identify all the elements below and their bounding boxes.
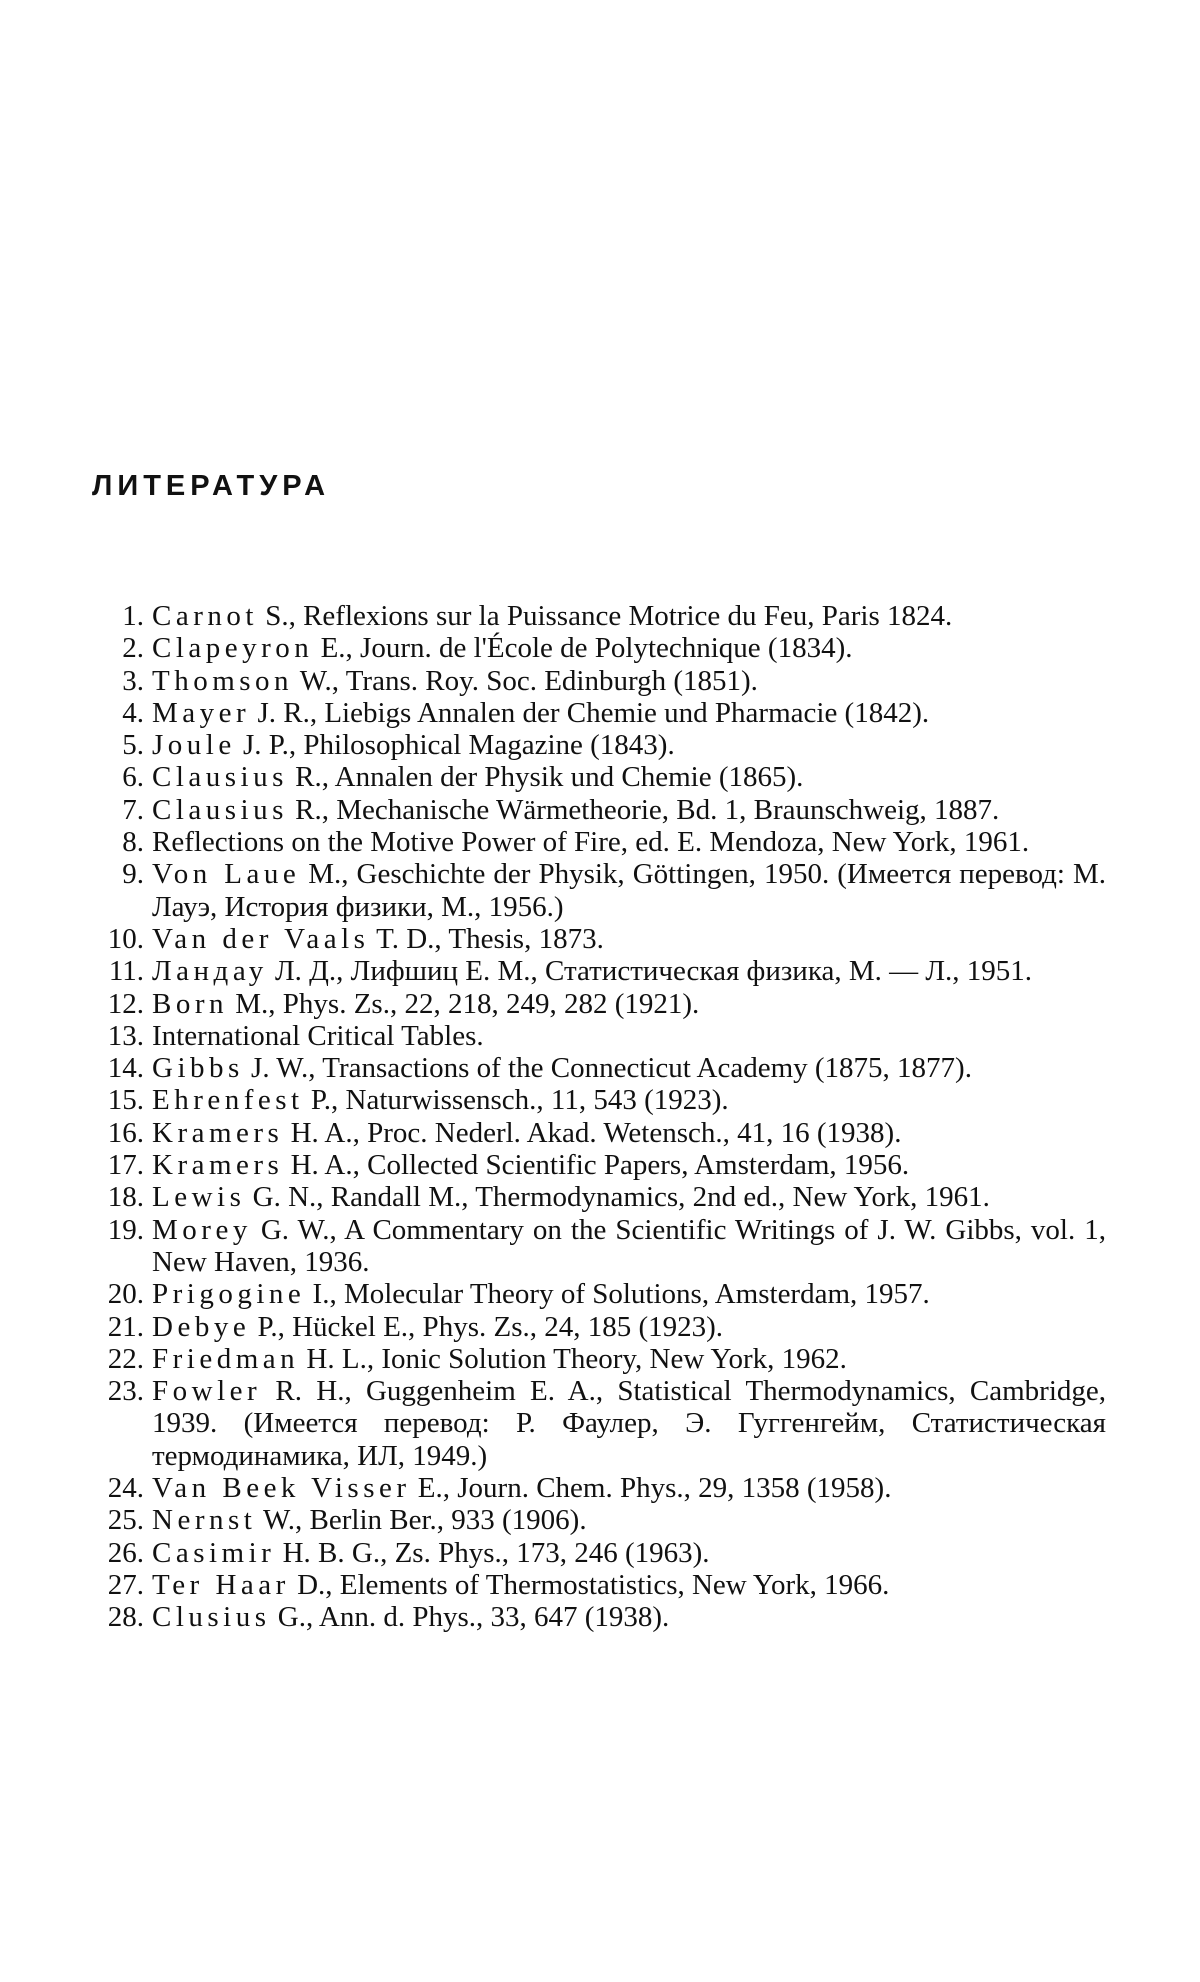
reference-number: 26. xyxy=(107,1536,144,1569)
reference-citation: H. L., Ionic Solution Theory, New York, 1962. xyxy=(299,1342,847,1375)
reference-text xyxy=(152,794,1106,826)
reference-text xyxy=(152,826,1106,858)
reference-author: Clusius xyxy=(152,1601,271,1634)
reference-text xyxy=(152,1214,1106,1279)
reference-list xyxy=(96,600,1106,1634)
reference-number: 18. xyxy=(107,1181,144,1214)
reference-citation: G. W., A Commentary on the Scientific Writings of J. W. Gibbs, vol. 1, New Haven, 1936. xyxy=(152,1213,1106,1278)
reference-text xyxy=(152,1311,1106,1343)
reference-item xyxy=(96,988,1106,1020)
reference-text xyxy=(152,1181,1106,1213)
reference-citation: International Critical Tables. xyxy=(152,1019,484,1052)
reference-number: 8. xyxy=(122,826,144,859)
reference-text xyxy=(152,1052,1106,1084)
reference-number: 15. xyxy=(107,1084,144,1117)
reference-number: 11. xyxy=(108,955,144,988)
reference-author: Morey xyxy=(152,1213,252,1246)
reference-citation: E., Journ. de l'École de Polytechnique (1834). xyxy=(313,632,853,665)
reference-author: Prigogine xyxy=(152,1278,306,1311)
reference-author: Casimir xyxy=(152,1536,276,1569)
reference-author: Fowler xyxy=(152,1375,262,1408)
reference-number: 20. xyxy=(107,1278,144,1311)
reference-citation: Reflections on the Motive Power of Fire, ed. E. Mendoza, New York, 1961. xyxy=(152,826,1030,859)
reference-author: Nernst xyxy=(152,1504,257,1537)
reference-number: 28. xyxy=(107,1601,144,1634)
reference-item xyxy=(96,1343,1106,1375)
reference-item xyxy=(96,665,1106,697)
reference-citation: R., Annalen der Physik und Chemie (1865). xyxy=(287,761,804,794)
reference-number: 3. xyxy=(122,664,144,697)
reference-citation: M., Geschichte der Physik, Göttingen, 1950. (Имеется перевод: М. Лауэ, История физики, М., 1956.) xyxy=(152,858,1106,923)
reference-number: 16. xyxy=(107,1116,144,1149)
reference-number: 12. xyxy=(107,987,144,1020)
reference-item xyxy=(96,600,1106,632)
reference-item xyxy=(96,1181,1106,1213)
reference-number: 21. xyxy=(107,1310,144,1343)
reference-item xyxy=(96,729,1106,761)
reference-text xyxy=(152,1278,1106,1310)
reference-item xyxy=(96,923,1106,955)
reference-author: Van der Vaals xyxy=(152,922,370,955)
reference-item xyxy=(96,632,1106,664)
reference-item xyxy=(96,1375,1106,1472)
reference-author: Clausius xyxy=(152,793,288,826)
reference-text xyxy=(152,1504,1106,1536)
reference-text xyxy=(152,1537,1106,1569)
reference-number: 13. xyxy=(107,1019,144,1052)
reference-citation: G. N., Randall M., Thermodynamics, 2nd ed., New York, 1961. xyxy=(245,1181,990,1214)
reference-text xyxy=(152,1601,1106,1633)
reference-item xyxy=(96,1084,1106,1116)
reference-number: 27. xyxy=(107,1568,144,1601)
reference-author: Kramers xyxy=(152,1116,284,1149)
reference-text xyxy=(152,697,1106,729)
reference-item xyxy=(96,1020,1106,1052)
reference-author: Carnot xyxy=(152,600,258,632)
reference-citation: P., Hückel E., Phys. Zs., 24, 185 (1923). xyxy=(250,1310,724,1343)
reference-author: Von Laue xyxy=(152,858,301,891)
reference-item xyxy=(96,794,1106,826)
reference-text xyxy=(152,955,1106,987)
reference-item xyxy=(96,1117,1106,1149)
reference-author: Ehrenfest xyxy=(152,1084,304,1117)
reference-text xyxy=(152,632,1106,664)
reference-citation: Л. Д., Лифшиц Е. М., Статистическая физика, М. — Л., 1951. xyxy=(267,955,1033,988)
reference-text xyxy=(152,1569,1106,1601)
reference-text xyxy=(152,729,1106,761)
reference-item xyxy=(96,858,1106,923)
reference-citation: W., Trans. Roy. Soc. Edinburgh (1851). xyxy=(293,664,758,697)
reference-author: Clapeyron xyxy=(152,632,314,665)
reference-author: Joule xyxy=(152,729,236,762)
reference-author: Friedman xyxy=(152,1342,300,1375)
reference-number: 2. xyxy=(122,632,144,665)
reference-text xyxy=(152,665,1106,697)
reference-item xyxy=(96,955,1106,987)
reference-text xyxy=(152,1084,1106,1116)
reference-text xyxy=(152,761,1106,793)
reference-citation: R. H., Guggenheim E. A., Statistical Thermodynamics, Cambridge, 1939. (Имеется перевод: Р. Фаулер, Э. Гуггенгейм, Статистическая термодинамика, ИЛ, 1949.) xyxy=(152,1375,1106,1472)
reference-number: 6. xyxy=(122,761,144,794)
reference-citation: M., Phys. Zs., 22, 218, 249, 282 (1921). xyxy=(228,987,700,1020)
reference-author: Gibbs xyxy=(152,1052,244,1085)
reference-citation: D., Elements of Thermostatistics, New York, 1966. xyxy=(289,1568,890,1601)
reference-number: 25. xyxy=(107,1504,144,1537)
reference-number: 7. xyxy=(122,793,144,826)
reference-citation: H. A., Collected Scientific Papers, Amsterdam, 1956. xyxy=(283,1149,910,1182)
reference-number: 9. xyxy=(122,858,144,891)
reference-number: 17. xyxy=(107,1149,144,1182)
reference-number: 22. xyxy=(107,1342,144,1375)
reference-item xyxy=(96,1278,1106,1310)
reference-author: Thomson xyxy=(152,664,294,697)
reference-citation: T. D., Thesis, 1873. xyxy=(369,922,604,955)
reference-number: 4. xyxy=(122,696,144,729)
reference-text xyxy=(152,1343,1106,1375)
reference-text xyxy=(152,600,1106,632)
reference-number: 24. xyxy=(107,1472,144,1505)
reference-number: 5. xyxy=(122,729,144,762)
reference-text xyxy=(152,988,1106,1020)
reference-citation: H. B. G., Zs. Phys., 173, 246 (1963). xyxy=(275,1536,710,1569)
reference-text xyxy=(152,1020,1106,1052)
reference-citation: E., Journ. Chem. Phys., 29, 1358 (1958). xyxy=(410,1472,892,1505)
reference-text xyxy=(152,858,1106,923)
reference-citation: R., Mechanische Wärmetheorie, Bd. 1, Braunschweig, 1887. xyxy=(287,793,1000,826)
reference-author: Debye xyxy=(152,1310,251,1343)
reference-item xyxy=(96,1052,1106,1084)
reference-text xyxy=(152,1375,1106,1472)
reference-number: 14. xyxy=(107,1052,144,1085)
reference-item xyxy=(96,1214,1106,1279)
reference-citation: J. P., Philosophical Magazine (1843). xyxy=(235,729,675,762)
reference-item xyxy=(96,1472,1106,1504)
reference-text xyxy=(152,1117,1106,1149)
reference-item xyxy=(96,1537,1106,1569)
page-title: ЛИТЕРАТУРА xyxy=(92,470,331,502)
reference-author: Ландау xyxy=(152,955,268,988)
reference-item xyxy=(96,697,1106,729)
reference-number: 1. xyxy=(122,600,144,632)
reference-text xyxy=(152,923,1106,955)
reference-citation: I., Molecular Theory of Solutions, Amsterdam, 1957. xyxy=(305,1278,930,1311)
reference-citation: P., Naturwissensch., 11, 543 (1923). xyxy=(303,1084,729,1117)
reference-author: Van Beek Visser xyxy=(152,1472,411,1505)
reference-text xyxy=(152,1472,1106,1504)
reference-item xyxy=(96,826,1106,858)
reference-author: Kramers xyxy=(152,1149,284,1182)
reference-number: 19. xyxy=(107,1213,144,1246)
reference-citation: J. W., Transactions of the Connecticut Academy (1875, 1877). xyxy=(243,1052,972,1085)
reference-author: Lewis xyxy=(152,1181,246,1214)
reference-citation: J. R., Liebigs Annalen der Chemie und Pharmacie (1842). xyxy=(250,696,930,729)
reference-citation: H. A., Proc. Nederl. Akad. Wetensch., 41, 16 (1938). xyxy=(283,1116,902,1149)
reference-item xyxy=(96,1311,1106,1343)
reference-item xyxy=(96,1504,1106,1536)
reference-number: 23. xyxy=(107,1375,144,1408)
reference-author: Born xyxy=(152,987,228,1020)
reference-item xyxy=(96,1601,1106,1633)
reference-number: 10. xyxy=(107,922,144,955)
reference-citation: S., Reflexions sur la Puissance Motrice du Feu, Paris 1824. xyxy=(257,600,953,632)
reference-item xyxy=(96,1149,1106,1181)
reference-item xyxy=(96,761,1106,793)
reference-author: Mayer xyxy=(152,696,251,729)
reference-citation: W., Berlin Ber., 933 (1906). xyxy=(256,1504,587,1537)
reference-author: Ter Haar xyxy=(152,1568,290,1601)
reference-item xyxy=(96,1569,1106,1601)
reference-citation: G., Ann. d. Phys., 33, 647 (1938). xyxy=(270,1601,670,1634)
reference-author: Clausius xyxy=(152,761,288,794)
reference-text xyxy=(152,1149,1106,1181)
